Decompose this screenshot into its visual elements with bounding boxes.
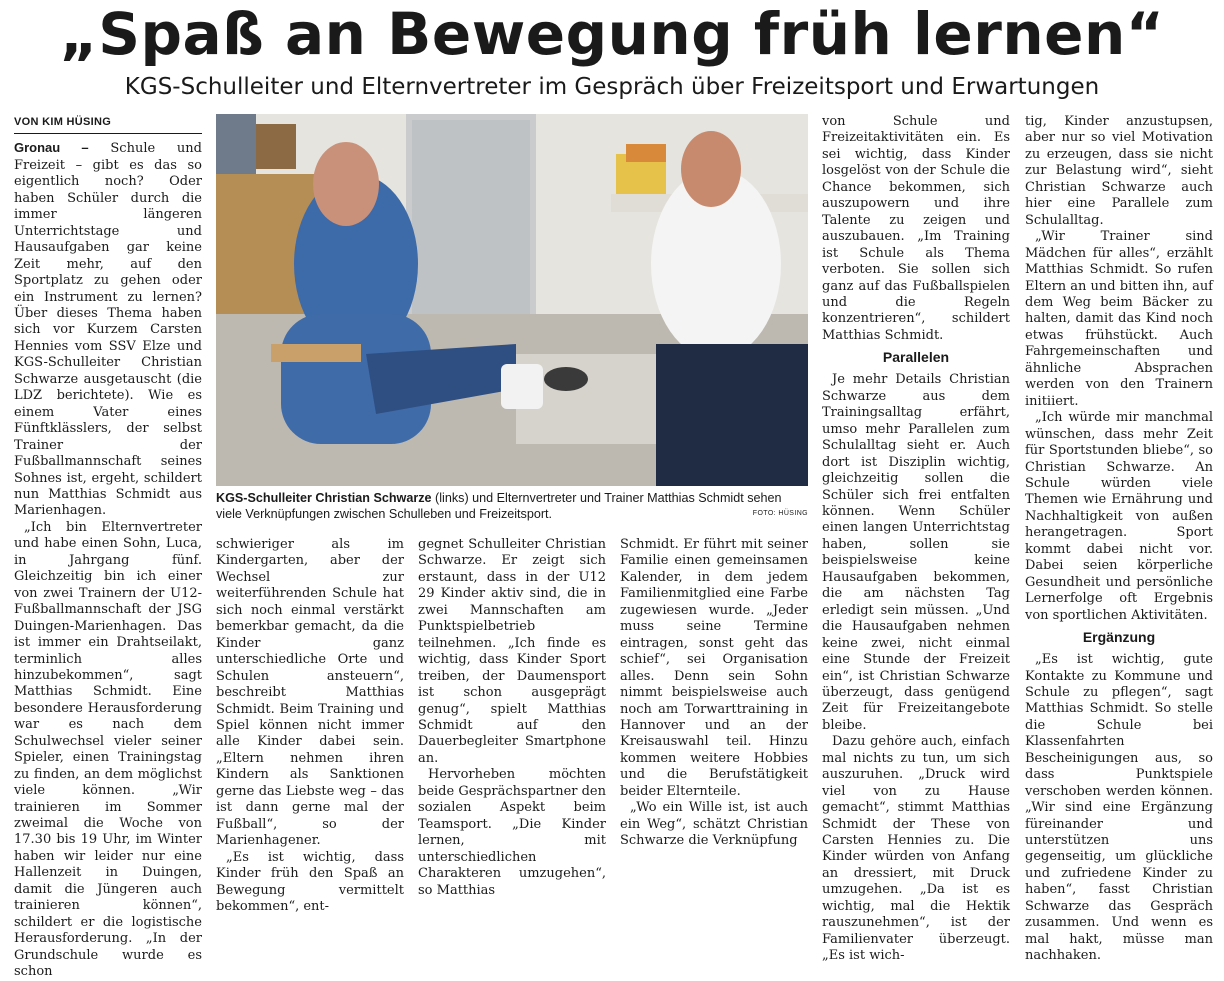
paragraph-text: Schule und Freizeit – gibt es das so eigentlich noch? Oder haben Schüler durch die immer längeren Unterrichtstage und Hausaufgaben gar keine Zeit mehr, auf den Sportplatz zu gehen oder ein Instrument zu lernen? Über dieses Thema haben sich vor Kurzem Carsten Hennies vom SSV Elze und KGS-Schulleiter Christian Schwarze ausgetauscht (die LDZ berichtete). Wie es einem Vater eines Fünftklässlers, der selbst Trainer der Fußballmannschaft seines Sohnes ist, ergeht, schildert nun Matthias Schmidt aus Marienhagen.: [14, 141, 202, 519]
article-photo: [216, 114, 808, 486]
paragraph: gegnet Schulleiter Christian Schwarze. Er zeigt sich erstaunt, dass in der U12 29 Kinder aktiv sind, die in zwei Mannschaften am Punktspielbetrieb teilnehmen. „Ich finde es wichtig, dass Kinder Sport treiben, der Daumensport ist schon ausgeprägt genug“, spielt Matthias Schmidt auf den Dauerbegleiter Smartphone an.: [418, 537, 606, 766]
column-1: [14, 114, 202, 980]
paragraph: „Ich bin Elternvertreter und habe einen Sohn, Luca, in Jahrgang fünf. Gleichzeitig bin ich einer von zwei Trainern der U12-Fußballmannschaft der JSG Duingen-Marienhagen. Das ist immer ein Drahtseilakt, terminlich alles hinzubekommen“, sagt Matthias Schmidt. Eine besondere Herausforderung war es nach dem Schulwechsel vieler seiner Spieler, einen Trainingstag zu finden, an dem möglichst viele können. „Wir trainieren im Sommer zweimal die Woche von 17.30 bis 19 Uhr, im Winter haben wir leider nur eine Hallenzeit in Duingen, damit die Jüngeren auch trainieren können“, schildert er die logistische Herausforderung. „In der Grundschule wurde es schon: [14, 519, 202, 980]
photo-credit: FOTO: HÜSING: [752, 510, 808, 517]
paragraph: „Wo ein Wille ist, ist auch ein Weg“, schätzt Christian Schwarze die Verknüpfung: [620, 800, 808, 849]
photo-caption: [216, 490, 808, 522]
paragraph: „Es ist wichtig, gute Kontakte zu Kommune und Schule zu pflegen“, sagt Matthias Schmidt. So stelle die Schule bei Klassenfahrten Bescheinigungen aus, so dass Punktspiele verschoben werden können. „Wir sind eine Ergänzung füreinander und unterstützen uns gegenseitig, um glückliche und zufriedene Kinder zu haben“, fasst Christian Schwarze das Gespräch zusammen. Und wenn es mal hakt, müsse man nachhaken.: [1025, 652, 1213, 964]
column-5: [822, 114, 1010, 964]
byline: VON KIM HÜSING: [14, 114, 202, 134]
column-2: [216, 537, 404, 914]
caption-lead: KGS-Schulleiter Christian Schwarze: [216, 491, 432, 505]
article-subheadline: KGS-Schulleiter und Elternvertreter im Gespräch über Freizeitsport und Erwartungen: [124, 74, 1100, 100]
paragraph: „Es ist wichtig, dass Kinder früh den Spaß an Bewegung vermittelt bekommen“, ent-: [216, 849, 404, 914]
paragraph: Schmidt. Er führt mit seiner Familie einen gemeinsamen Kalender, in dem jedem Familienmitglied eine Farbe zugewiesen wurde. „Jeder muss seine Termine eintragen, sonst geht das schief“, sei Organisation alles. Denn sein Sohn nimmt beispielsweise auch noch am Torwarttraining in Hannover und an der Kreisauswahl teil. Hinzu kommen weitere Hobbies und die Berufstätigkeit beider Elternteile.: [620, 537, 808, 799]
dateline: Gronau –: [14, 140, 89, 156]
paragraph: tig, Kinder anzustupsen, aber nur so viel Motivation zu erzeugen, dass sie nicht zur Belastung wird“, sieht Christian Schwarze auch hier eine Parallele zum Schulalltag.: [1025, 114, 1213, 228]
photo-illustration: [216, 114, 808, 486]
paragraph: Je mehr Details Christian Schwarze aus dem Trainingsalltag erfährt, umso mehr Parallelen zum Schulalltag sieht er. Auch dort ist Disziplin wichtig, gleichzeitig sollen die Schüler sich frei entfalten können. Wenn Schüler einen langen Unterrichtstag haben, sollen sie beispielsweise keine Hausaufgaben bekommen, die am nächsten Tag erledigt sein müssen. „Und die Hausaufgaben nehmen keine zwei, nicht einmal eine Stunde der Freizeit ein“, ist Christian Schwarze überzeugt, dass genügend Zeit für Freizeitangebote bleibe.: [822, 372, 1010, 733]
column-3: [418, 537, 606, 898]
paragraph: „Wir Trainer sind Mädchen für alles“, erzählt Matthias Schmidt. So rufen Eltern an und bitten ihn, auf dem Weg beim Bäcker zu halten, damit das Kind noch etwas frühstückt. Auch Fahrgemeinschaften und ähnliche Absprachen werden von den Trainern initiiert.: [1025, 229, 1213, 409]
paragraph: [14, 140, 202, 519]
article-headline: „Spaß an Bewegung früh lernen“: [59, 0, 1165, 68]
paragraph: „Ich würde mir manchmal wünschen, dass mehr Zeit für Sportstunden bliebe“, so Christian Schwarze. An Schule würden viele Themen wie Ernährung und Nachhaltigkeit von außen herangetragen. Sport kommt dabei nicht vor. Dabei seien körperliche Gesundheit und persönliche Lernerfolge oft Ergebnis von sportlichen Aktivitäten.: [1025, 410, 1213, 623]
paragraph: schwieriger als im Kindergarten, aber der Wechsel zur weiterführenden Schule hat sich noch einmal verstärkt bemerkbar gemacht, da die Kinder ganz unterschiedliche Orte und Schulen ansteuern“, beschreibt Matthias Schmidt. Beim Training und Spiel können nicht immer alle Kinder dabei sein. „Eltern nehmen ihren Kindern als Sanktionen gerne das Liebste weg – das ist dann gerne mal der Fußball“, so der Marienhagener.: [216, 537, 404, 849]
subhead-ergaenzung: Ergänzung: [1082, 629, 1156, 646]
paragraph: Hervorheben möchten beide Gesprächspartner den sozialen Aspekt beim Teamsport. „Die Kinder lernen, mit unterschiedlichen Charakteren umzugehen“, so Matthias: [418, 767, 606, 898]
caption-text: (links) und Elternvertreter und Trainer Matthias Schmidt sehen viele Verknüpfungen zwischen Schulleben und Freizeitsport.: [216, 491, 782, 521]
column-6: [1025, 114, 1213, 964]
paragraph: von Schule und Freizeitaktivitäten ein. Es sei wichtig, dass Kinder losgelöst von der Schule die Chance bekommen, sich auszupowern und ihre Talente zu zeigen und auszubauen. „Im Training ist Schule als Thema verboten. Sie sollen sich ganz auf das Fußballspielen und die Regeln konzentrieren“, schildert Matthias Schmidt.: [822, 114, 1010, 343]
paragraph: Dazu gehöre auch, einfach mal nichts zu tun, um sich auszuruhen. „Druck wird viel von zu Hause gemacht“, stimmt Matthias Schmidt der These von Carsten Hennies zu. Die Kinder würden von Anfang an dressiert, mit Druck umzugehen. „Da ist es wichtig, mal die Hektik rauszunehmen“, ist der Familienvater überzeugt. „Es ist wich-: [822, 734, 1010, 964]
column-4-lower: [620, 537, 808, 849]
subhead-parallelen: Parallelen: [882, 349, 950, 366]
